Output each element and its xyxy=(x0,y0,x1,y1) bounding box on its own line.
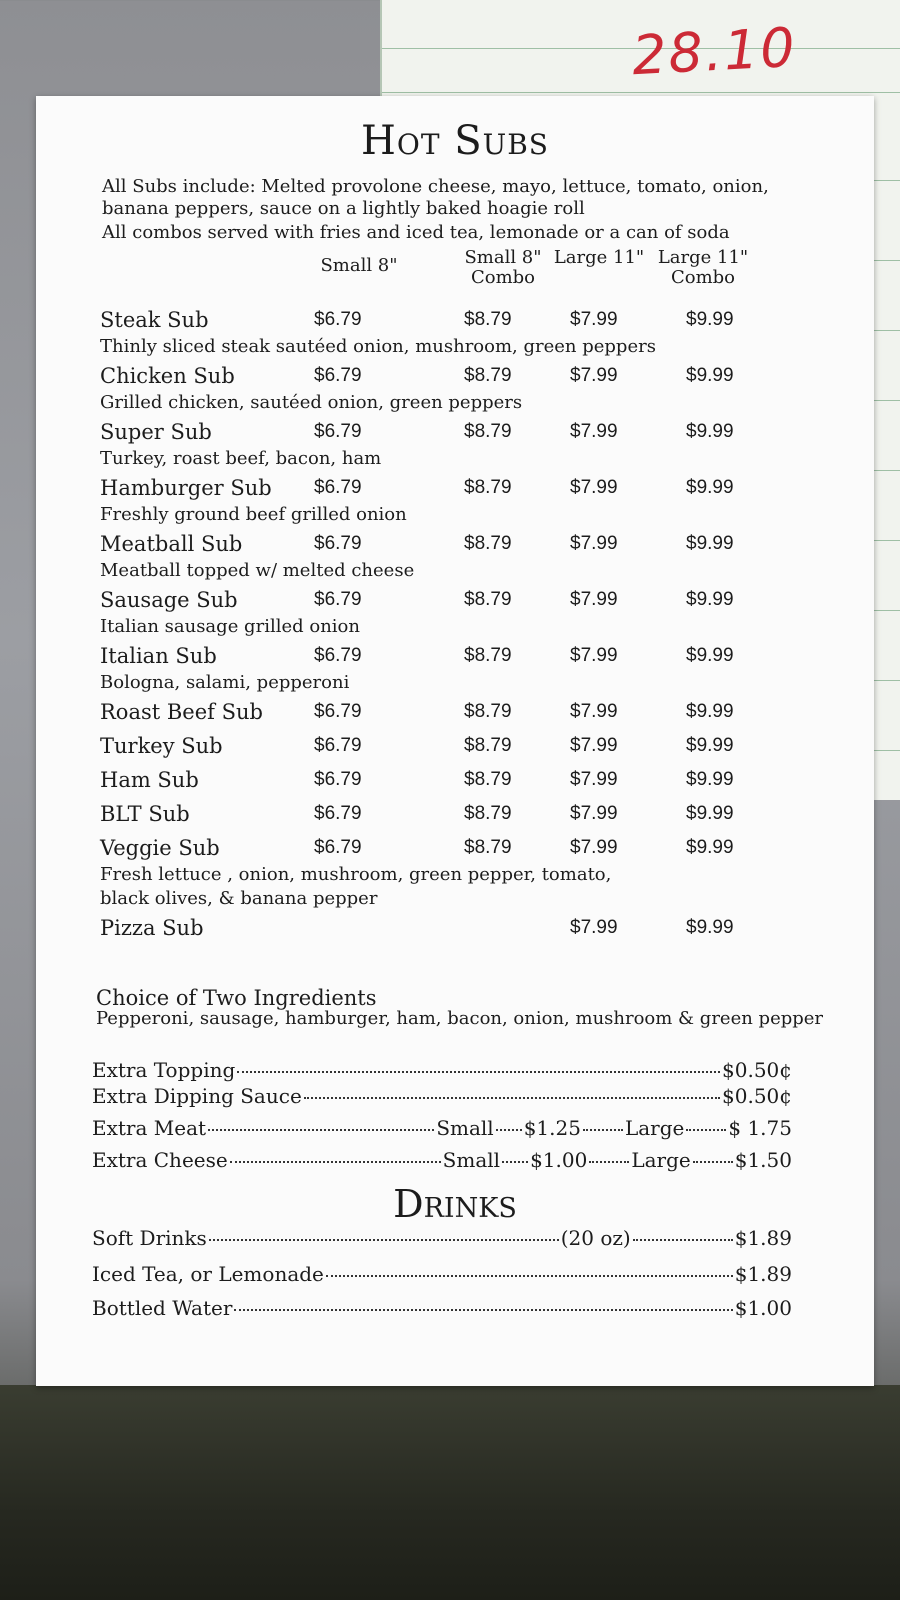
leader-dots xyxy=(304,1097,720,1099)
sub-price: $7.99 xyxy=(570,645,618,666)
extra-label: Extra Meat xyxy=(92,1116,207,1140)
extra-small-price: $1.25 xyxy=(523,1116,581,1140)
sub-description: Thinly sliced steak sautéed onion, mushroom, green peppers xyxy=(100,336,656,357)
drink-price: $1.00 xyxy=(734,1296,792,1320)
sub-price: $8.79 xyxy=(464,735,512,756)
sub-price: $9.99 xyxy=(686,589,734,610)
sub-description: Italian sausage grilled onion xyxy=(100,616,360,637)
leader-dots xyxy=(693,1161,733,1163)
column-header-large: Large 11" xyxy=(553,247,645,268)
column-header-small: Small 8" xyxy=(320,255,398,276)
sub-name: BLT Sub xyxy=(100,802,190,826)
extra-label: Extra Topping xyxy=(92,1058,236,1082)
extra-price: $1.50 xyxy=(734,1148,792,1172)
sub-price: $8.79 xyxy=(464,477,512,498)
sub-name: Pizza Sub xyxy=(100,916,204,940)
drink-price: $1.89 xyxy=(734,1226,792,1250)
sub-name: Veggie Sub xyxy=(100,836,220,860)
sub-price: $7.99 xyxy=(570,701,618,722)
sub-price: $9.99 xyxy=(686,533,734,554)
sub-price: $9.99 xyxy=(686,645,734,666)
sub-price: $7.99 xyxy=(570,365,618,386)
leader-dots xyxy=(496,1129,522,1131)
sub-description: Fresh lettuce , onion, mushroom, green pepper, tomato, xyxy=(100,864,612,885)
sub-price: $6.79 xyxy=(314,769,362,790)
sub-name: Hamburger Sub xyxy=(100,476,272,500)
sub-price: $8.79 xyxy=(464,533,512,554)
extra-row xyxy=(92,1116,792,1144)
sub-price: $7.99 xyxy=(570,837,618,858)
leader-dots xyxy=(686,1129,726,1131)
leader-dots xyxy=(589,1161,629,1163)
sub-description: Freshly ground beef grilled onion xyxy=(100,504,407,525)
sub-price: $9.99 xyxy=(686,421,734,442)
extra-row xyxy=(92,1084,792,1112)
intro-line: All combos served with fries and iced tea, lemonade or a can of soda xyxy=(102,222,730,243)
table-shadow xyxy=(0,1385,900,1600)
sub-price: $8.79 xyxy=(464,309,512,330)
sub-price: $7.99 xyxy=(570,917,618,938)
leader-dots xyxy=(633,1239,733,1241)
drink-label: Iced Tea, or Lemonade xyxy=(92,1262,324,1286)
leader-dots xyxy=(209,1239,559,1241)
sub-price: $6.79 xyxy=(314,533,362,554)
extra-label: Extra Dipping Sauce xyxy=(92,1084,302,1108)
sub-price: $7.99 xyxy=(570,735,618,756)
sub-price: $7.99 xyxy=(570,477,618,498)
extra-large-label: Large xyxy=(624,1116,685,1140)
sub-price: $9.99 xyxy=(686,803,734,824)
intro-line: All Subs include: Melted provolone cheese, mayo, lettuce, tomato, onion, xyxy=(102,176,769,197)
drink-label: Bottled Water xyxy=(92,1296,233,1320)
sub-price: $8.79 xyxy=(464,421,512,442)
sub-price: $9.99 xyxy=(686,837,734,858)
drink-row xyxy=(92,1296,792,1324)
sub-price: $9.99 xyxy=(686,309,734,330)
sub-price: $6.79 xyxy=(314,837,362,858)
handwritten-total: 28.10 xyxy=(630,15,799,88)
sub-name: Sausage Sub xyxy=(100,588,238,612)
sub-name: Ham Sub xyxy=(100,768,199,792)
sub-price: $7.99 xyxy=(570,769,618,790)
sub-price: $6.79 xyxy=(314,589,362,610)
extra-price: $0.50¢ xyxy=(722,1084,792,1108)
sub-price: $6.79 xyxy=(314,645,362,666)
sub-price: $9.99 xyxy=(686,735,734,756)
sub-description: Meatball topped w/ melted cheese xyxy=(100,560,415,581)
sub-price: $7.99 xyxy=(570,803,618,824)
sub-description: Bologna, salami, pepperoni xyxy=(100,672,350,693)
sub-price: $8.79 xyxy=(464,701,512,722)
sub-price: $8.79 xyxy=(464,769,512,790)
extra-small-label: Small xyxy=(442,1148,501,1172)
sub-price: $8.79 xyxy=(464,837,512,858)
leader-dots xyxy=(326,1275,733,1277)
sub-description: Turkey, roast beef, bacon, ham xyxy=(100,448,382,469)
drink-row xyxy=(92,1226,792,1254)
drink-size: (20 oz) xyxy=(560,1226,631,1250)
sub-price: $6.79 xyxy=(314,735,362,756)
extra-label: Extra Cheese xyxy=(92,1148,228,1172)
sub-price: $7.99 xyxy=(570,533,618,554)
sub-price: $8.79 xyxy=(464,589,512,610)
menu-title: Hot Subs xyxy=(361,118,549,164)
sub-price: $6.79 xyxy=(314,477,362,498)
leader-dots xyxy=(502,1161,528,1163)
leader-dots xyxy=(234,1309,732,1311)
sub-name: Roast Beef Sub xyxy=(100,700,263,724)
extra-small-price: $1.00 xyxy=(530,1148,588,1172)
sub-description: black olives, & banana pepper xyxy=(100,888,378,909)
sub-price: $8.79 xyxy=(464,645,512,666)
pizza-choice-options: Pepperoni, sausage, hamburger, ham, bacon, onion, mushroom & green pepper xyxy=(96,1008,824,1029)
sub-price: $6.79 xyxy=(314,421,362,442)
extra-row xyxy=(92,1148,792,1176)
sub-price: $9.99 xyxy=(686,917,734,938)
sub-price: $8.79 xyxy=(464,803,512,824)
pizza-choice-heading: Choice of Two Ingredients xyxy=(96,986,377,1010)
sub-name: Steak Sub xyxy=(100,308,209,332)
sub-description: Grilled chicken, sautéed onion, green peppers xyxy=(100,392,523,413)
sub-price: $9.99 xyxy=(686,701,734,722)
extra-price: $0.50¢ xyxy=(722,1058,792,1082)
menu-card xyxy=(36,96,874,1386)
sub-name: Meatball Sub xyxy=(100,532,243,556)
sub-price: $6.79 xyxy=(314,309,362,330)
extra-row xyxy=(92,1058,792,1086)
sub-price: $7.99 xyxy=(570,589,618,610)
leader-dots xyxy=(237,1071,720,1073)
drink-label: Soft Drinks xyxy=(92,1226,207,1250)
sub-price: $8.79 xyxy=(464,365,512,386)
sub-price: $9.99 xyxy=(686,365,734,386)
sub-price: $9.99 xyxy=(686,769,734,790)
extra-price: $ 1.75 xyxy=(728,1116,792,1140)
sub-price: $7.99 xyxy=(570,421,618,442)
sub-price: $9.99 xyxy=(686,477,734,498)
leader-dots xyxy=(230,1161,441,1163)
leader-dots xyxy=(583,1129,623,1131)
sub-price: $6.79 xyxy=(314,365,362,386)
column-header-small-combo: Small 8" Combo xyxy=(464,247,542,288)
extra-large-label: Large xyxy=(631,1148,691,1172)
sub-name: Super Sub xyxy=(100,420,212,444)
sub-price: $6.79 xyxy=(314,701,362,722)
drink-row xyxy=(92,1262,792,1290)
sub-name: Chicken Sub xyxy=(100,364,235,388)
extra-small-label: Small xyxy=(436,1116,494,1140)
intro-line: banana peppers, sauce on a lightly baked hoagie roll xyxy=(102,198,585,219)
sub-price: $7.99 xyxy=(570,309,618,330)
sub-name: Turkey Sub xyxy=(100,734,223,758)
drinks-title: Drinks xyxy=(393,1182,517,1226)
sub-price: $6.79 xyxy=(314,803,362,824)
column-header-large-combo: Large 11" Combo xyxy=(657,247,749,288)
drink-price: $1.89 xyxy=(734,1262,792,1286)
sub-name: Italian Sub xyxy=(100,644,217,668)
leader-dots xyxy=(208,1129,434,1131)
